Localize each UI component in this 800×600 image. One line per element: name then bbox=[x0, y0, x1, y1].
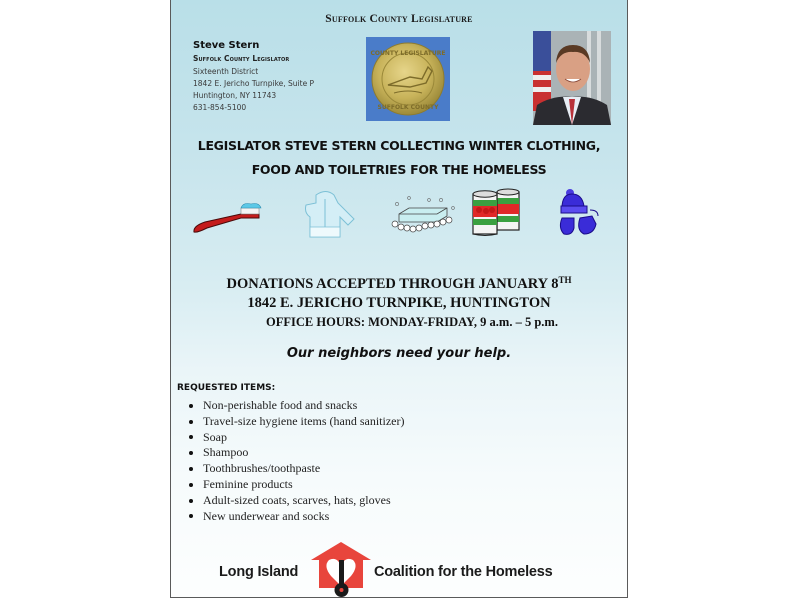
donation-deadline bbox=[171, 271, 627, 294]
list-item-text: Soap bbox=[203, 429, 227, 444]
list-item-text: Non-perishable food and snacks bbox=[203, 398, 358, 412]
portrait-icon bbox=[533, 31, 611, 125]
svg-text:SUFFOLK COUNTY: SUFFOLK COUNTY bbox=[377, 104, 439, 111]
county-seal-image bbox=[366, 37, 450, 121]
svg-text:COUNTY LEGISLATURE: COUNTY LEGISLATURE bbox=[370, 50, 446, 57]
district: Sixteenth District bbox=[193, 67, 259, 76]
logo-text-left: Long Island bbox=[219, 564, 299, 580]
list-item-text: Adult-sized coats, scarves, hats, gloves bbox=[203, 492, 391, 507]
list-item bbox=[187, 430, 405, 446]
bullet-icon bbox=[189, 420, 193, 424]
house-heart-key-icon bbox=[309, 540, 373, 598]
list-item-text: Shampoo bbox=[203, 445, 249, 460]
list-item bbox=[187, 493, 405, 509]
list-item bbox=[187, 461, 405, 477]
list-item bbox=[187, 398, 405, 414]
canned-food-icon bbox=[471, 188, 523, 241]
list-item bbox=[187, 509, 405, 525]
bullet-icon bbox=[189, 467, 193, 471]
bullet-icon bbox=[189, 404, 193, 408]
list-item-text: Travel-size hygiene items (hand sanitizer) bbox=[203, 413, 405, 428]
soap-bar-icon bbox=[385, 194, 459, 241]
donation-icons-row bbox=[171, 186, 627, 242]
tagline: Our neighbors need your help. bbox=[286, 346, 512, 361]
headline-line-1: LEGISLATOR STEVE STERN COLLECTING WINTER CLOTHING, bbox=[197, 138, 601, 153]
legislator-portrait bbox=[533, 31, 611, 125]
headline bbox=[171, 134, 627, 182]
organization-title: Suffolk County Legislature bbox=[325, 13, 473, 25]
winter-jacket-icon bbox=[298, 189, 360, 244]
address-line-1: 1842 E. Jericho Turnpike, Suite P bbox=[193, 79, 315, 88]
list-item-text: Feminine products bbox=[203, 476, 293, 491]
bullet-icon bbox=[189, 514, 193, 518]
seal-icon bbox=[370, 41, 446, 117]
list-item bbox=[187, 414, 405, 430]
hat-and-mittens-icon bbox=[556, 188, 602, 243]
donation-deadline-text: DONATIONS ACCEPTED THROUGH JANUARY 8 bbox=[226, 276, 559, 292]
bullet-icon bbox=[189, 499, 193, 503]
list-item bbox=[187, 445, 405, 461]
legislator-role: Suffolk County Legislator bbox=[193, 54, 290, 63]
phone-number: 631-854-5100 bbox=[193, 103, 247, 112]
legislator-name: Steve Stern bbox=[193, 40, 260, 51]
flyer-page bbox=[170, 0, 628, 598]
coalition-logo bbox=[171, 540, 627, 598]
headline-line-2: FOOD AND TOILETRIES FOR THE HOMELESS bbox=[251, 162, 547, 177]
dropoff-address: 1842 E. JERICHO TURNPIKE, HUNTINGTON bbox=[247, 295, 551, 311]
logo-text-right: Coalition for the Homeless bbox=[374, 564, 553, 580]
toothbrush-icon bbox=[191, 200, 263, 241]
list-item bbox=[187, 477, 405, 493]
requested-items-list bbox=[187, 398, 405, 524]
bullet-icon bbox=[189, 451, 193, 455]
bullet-icon bbox=[189, 435, 193, 439]
date-suffix: TH bbox=[558, 275, 572, 285]
office-hours: OFFICE HOURS: MONDAY-FRIDAY, 9 a.m. – 5 p.m. bbox=[266, 315, 558, 329]
list-item-text: New underwear and socks bbox=[203, 508, 330, 523]
address-line-2: Huntington, NY 11743 bbox=[193, 91, 277, 100]
donation-details bbox=[171, 271, 627, 331]
requested-items-heading: REQUESTED ITEMS: bbox=[177, 383, 276, 393]
bullet-icon bbox=[189, 483, 193, 487]
contact-block bbox=[193, 40, 314, 114]
list-item-text: Toothbrushes/toothpaste bbox=[203, 461, 321, 476]
